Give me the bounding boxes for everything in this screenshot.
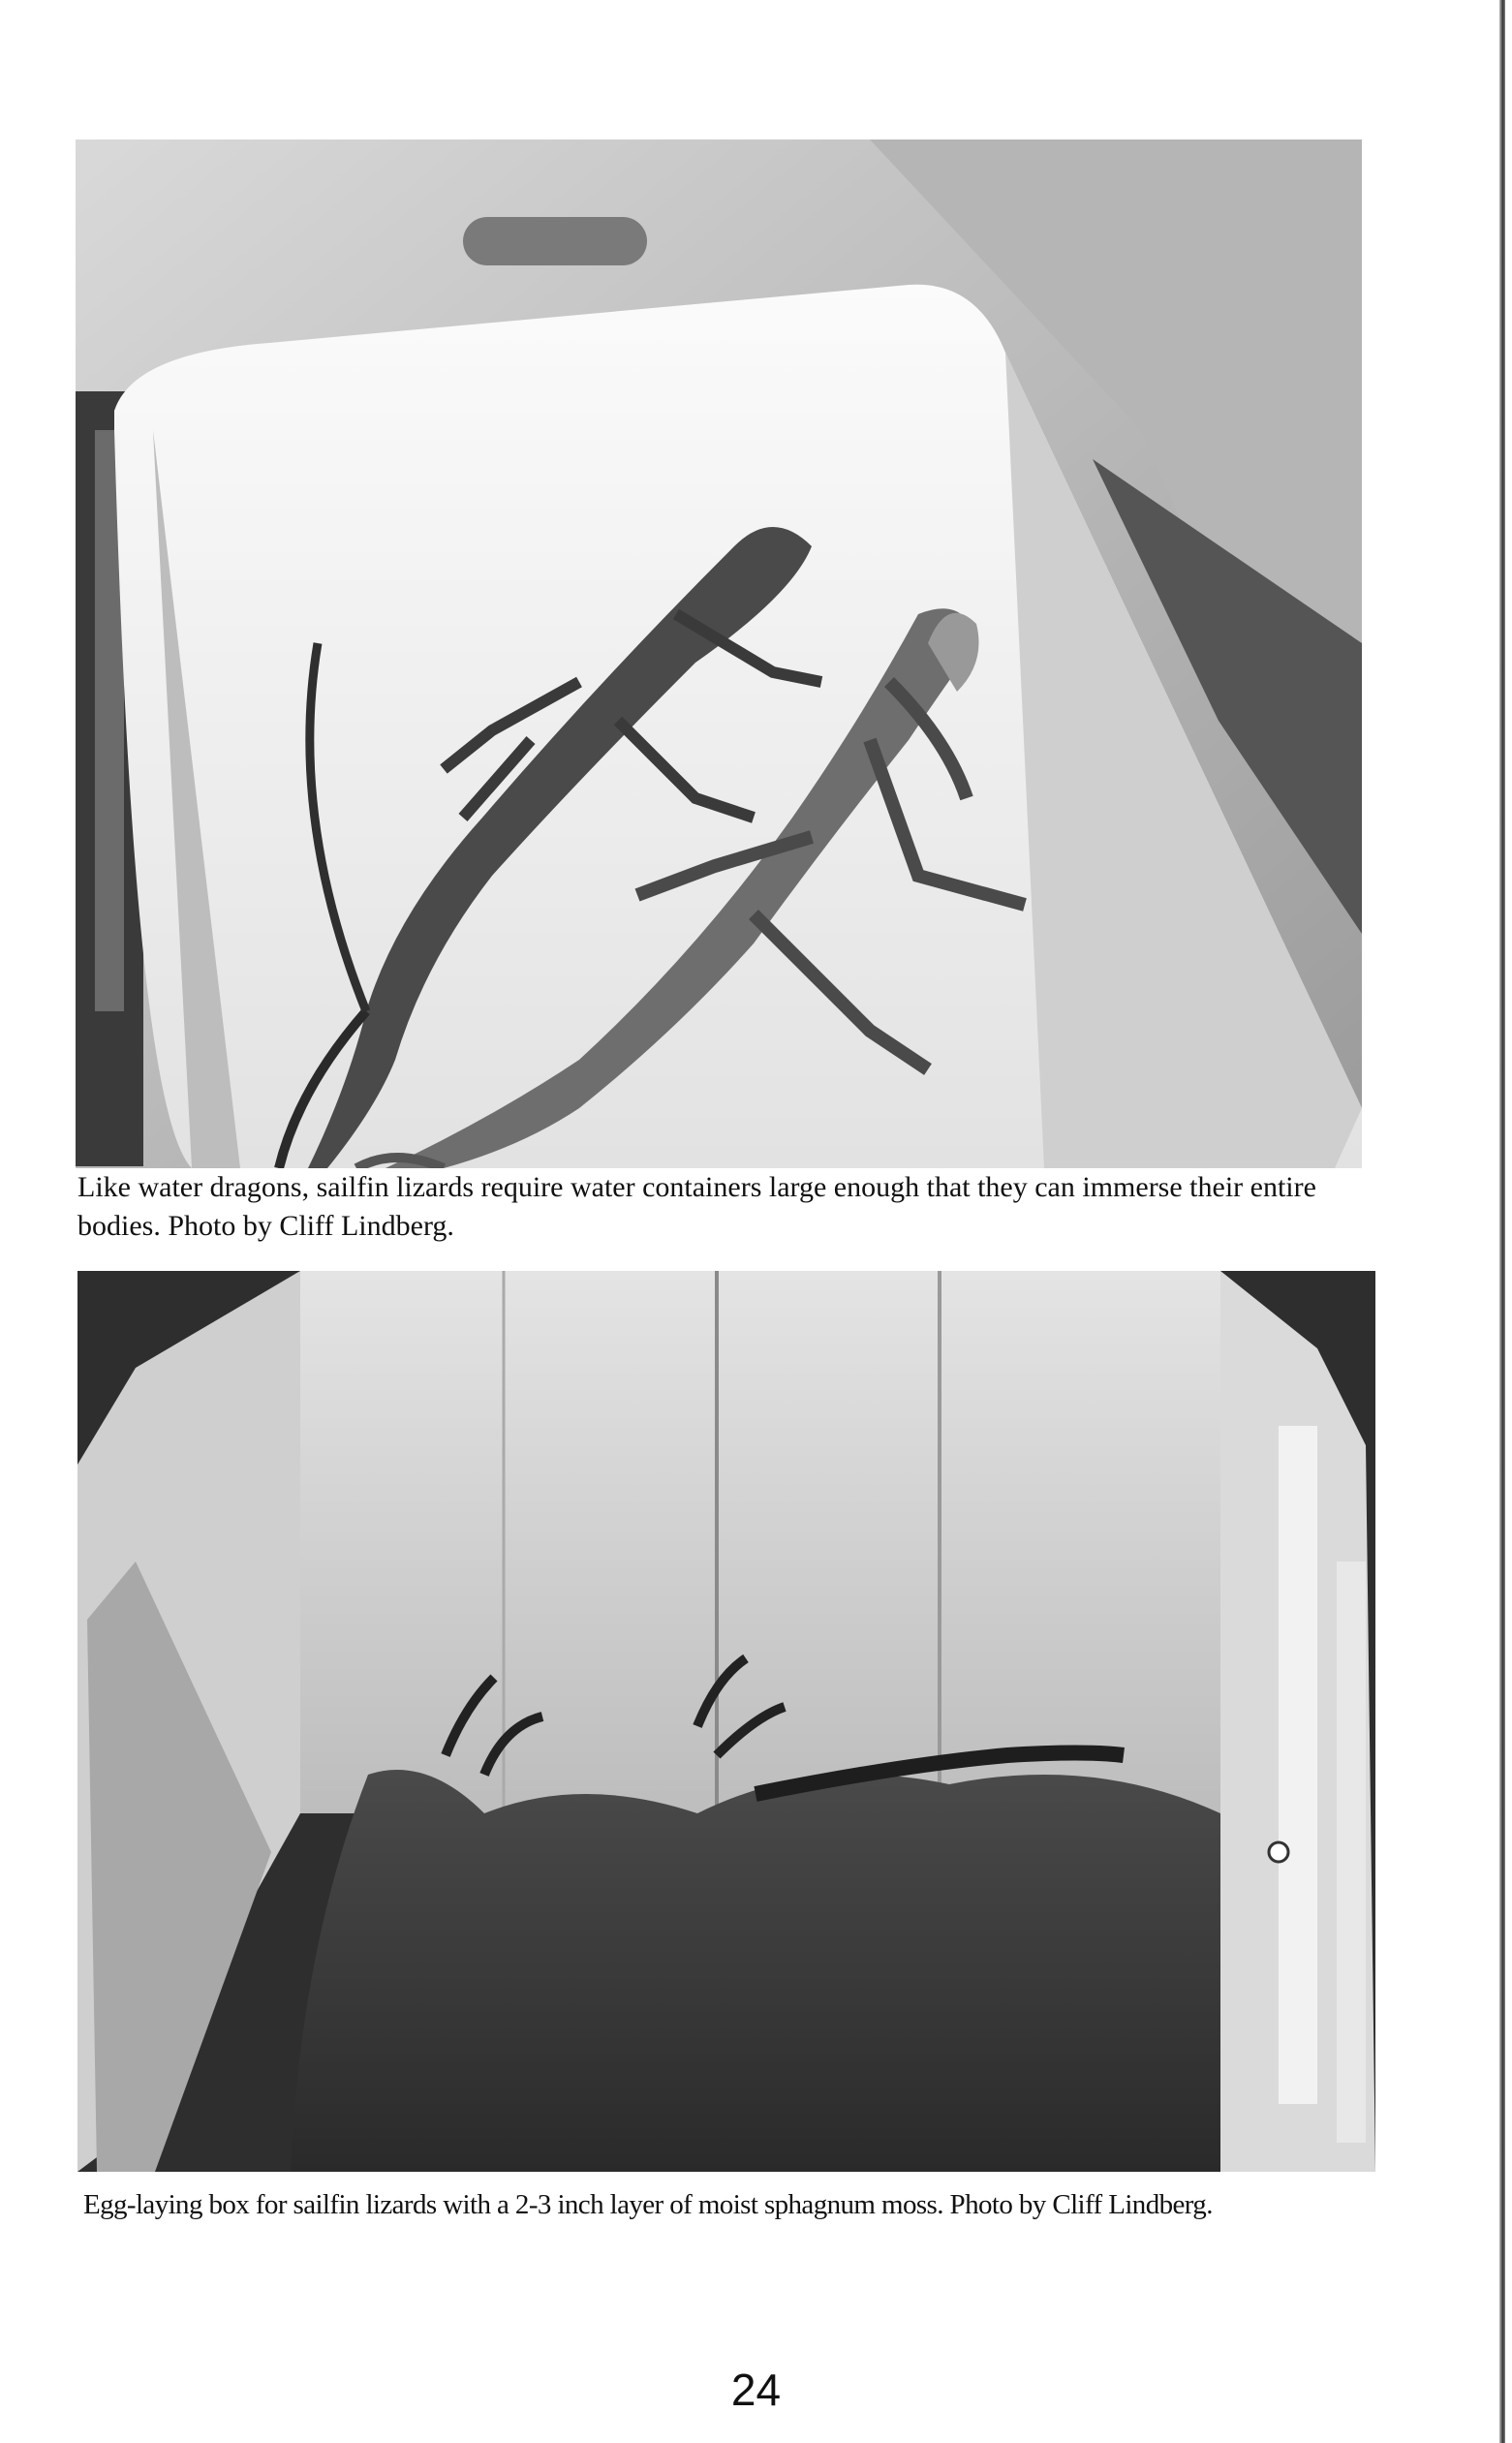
photo-caption: Egg-laying box for sailfin lizards with a 2-3 inch layer of moist sphagnum moss. Photo by Cliff Lindberg.	[83, 2189, 1213, 2220]
photo-caption: Like water dragons, sailfin lizards require water containers large enough that they can immerse their entire bodies. Photo by Cliff Lindberg.	[77, 1171, 1316, 1242]
photo-lizards-in-water-container	[76, 139, 1362, 1168]
photo-egg-laying-box	[77, 1271, 1375, 2172]
page-number: 24	[730, 2365, 782, 2415]
page-edge	[1499, 0, 1505, 2443]
